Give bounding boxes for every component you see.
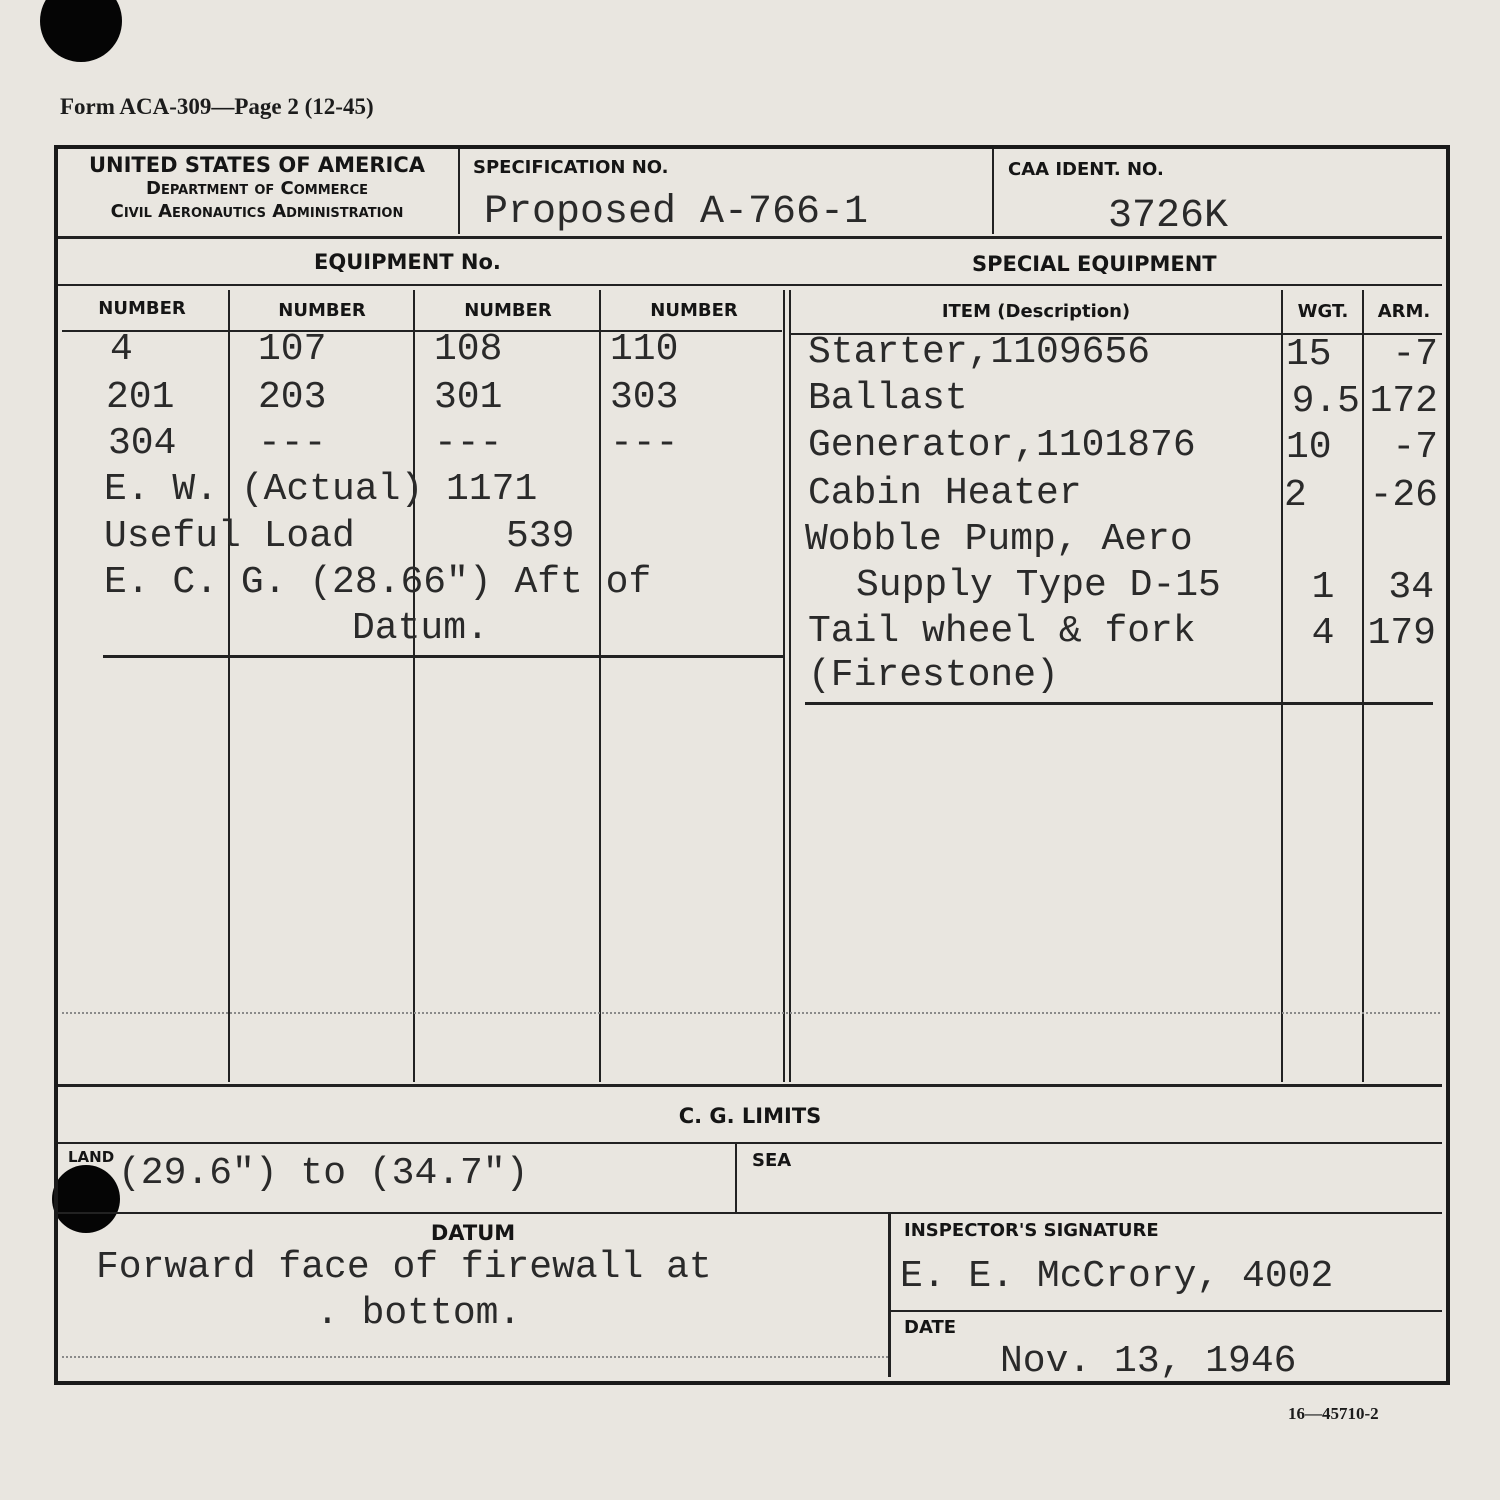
special-wgt: 4: [1311, 612, 1335, 655]
special-wgt: 1: [1311, 566, 1335, 609]
section-divider: [789, 290, 791, 1082]
equipment-number: ---: [258, 422, 327, 465]
spec-value: Proposed A-766-1: [484, 190, 869, 235]
special-wgt: 15: [1286, 333, 1332, 376]
useful-load-label: Useful Load: [104, 515, 355, 558]
special-item: Wobble Pump, Aero: [805, 518, 1193, 561]
equipment-number: 107: [258, 328, 327, 371]
equipment-col-header: NUMBER: [278, 300, 366, 321]
agency-department: Department of Commerce: [146, 178, 368, 199]
notes-underline: [103, 655, 783, 658]
ecg-note-datum: Datum.: [352, 607, 489, 650]
special-arm: 179: [1367, 612, 1436, 655]
divider: [992, 149, 994, 234]
cg-limits-title: C. G. LIMITS: [678, 1104, 822, 1128]
equipment-number: 201: [106, 376, 175, 419]
sea-label: SEA: [752, 1150, 792, 1171]
equipment-column-divider: [413, 290, 415, 1082]
equipment-title: EQUIPMENT No.: [314, 250, 501, 274]
divider: [888, 1214, 891, 1377]
special-item: Supply Type D-15: [856, 564, 1221, 607]
equipment-col-header: NUMBER: [464, 300, 552, 321]
special-arm: 34: [1388, 566, 1434, 609]
special-item: (Firestone): [808, 654, 1059, 697]
special-arm: -7: [1392, 333, 1438, 376]
dotted-guide-line: [62, 1012, 1440, 1014]
special-arm: -26: [1369, 474, 1438, 517]
equipment-col-header: NUMBER: [98, 298, 186, 319]
datum-line1: Forward face of firewall at: [96, 1246, 712, 1289]
spec-label: SPECIFICATION NO.: [473, 157, 669, 178]
special-col-wgt-header: WGT.: [1297, 301, 1349, 322]
divider: [58, 1212, 1442, 1214]
divider: [58, 284, 1442, 286]
divider: [58, 1084, 1442, 1087]
divider: [735, 1144, 737, 1212]
useful-load-value: 539: [506, 515, 575, 558]
datum-line2: . bottom.: [316, 1292, 522, 1335]
datum-title: DATUM: [430, 1221, 516, 1245]
section-divider: [783, 290, 785, 1082]
divider: [458, 149, 460, 234]
special-wgt: 10: [1286, 426, 1332, 469]
equipment-number: 108: [434, 328, 503, 371]
special-item: Generator,1101876: [808, 424, 1196, 467]
dotted-guide-line: [62, 1356, 888, 1358]
equipment-col-header: NUMBER: [650, 300, 738, 321]
special-wgt: 9.5: [1291, 380, 1360, 423]
divider: [891, 1310, 1442, 1312]
inspector-signature: E. E. McCrory, 4002: [900, 1255, 1334, 1298]
special-item: Tail wheel & fork: [808, 610, 1196, 653]
agency-name: UNITED STATES OF AMERICA: [88, 153, 426, 177]
special-col-item-header: ITEM (Description): [941, 301, 1131, 322]
equipment-column-divider: [228, 290, 230, 1082]
equipment-number: 303: [610, 376, 679, 419]
special-arm: 172: [1369, 380, 1438, 423]
equipment-number: 110: [610, 328, 679, 371]
inspector-label: INSPECTOR'S SIGNATURE: [904, 1220, 1159, 1241]
special-arm: -7: [1392, 426, 1438, 469]
divider: [58, 1142, 1442, 1144]
form-number: Form ACA-309—Page 2 (12-45): [60, 94, 374, 119]
special-wgt: 2: [1284, 474, 1307, 517]
ident-value: 3726K: [1108, 194, 1229, 239]
empty-weight-note: E. W. (Actual) 1171: [104, 468, 538, 511]
ident-label: CAA IDENT. NO.: [1008, 159, 1164, 180]
date-value: Nov. 13, 1946: [1000, 1340, 1297, 1383]
equipment-number: 4: [110, 328, 133, 371]
special-item: Ballast: [808, 377, 968, 420]
divider: [58, 236, 1442, 239]
agency-administration: Civil Aeronautics Administration: [110, 201, 404, 222]
form-print-code: 16—45710-2: [1288, 1404, 1379, 1423]
special-col-arm-header: ARM.: [1377, 301, 1431, 322]
special-item: Starter,1109656: [808, 331, 1151, 374]
equipment-number: ---: [610, 422, 679, 465]
equipment-number: 304: [108, 422, 177, 465]
ecg-note: E. C. G. (28.66") Aft of: [104, 561, 652, 604]
special-underline: [805, 702, 1433, 705]
land-label: LAND: [68, 1148, 115, 1166]
equipment-number: 301: [434, 376, 503, 419]
date-label: DATE: [904, 1317, 957, 1338]
land-value: (29.6") to (34.7"): [118, 1152, 529, 1195]
equipment-number: ---: [434, 422, 503, 465]
punch-hole-top: [40, 0, 122, 62]
special-item: Cabin Heater: [808, 472, 1082, 515]
equipment-number: 203: [258, 376, 327, 419]
special-equipment-title: SPECIAL EQUIPMENT: [972, 252, 1217, 276]
equipment-column-divider: [599, 290, 601, 1082]
